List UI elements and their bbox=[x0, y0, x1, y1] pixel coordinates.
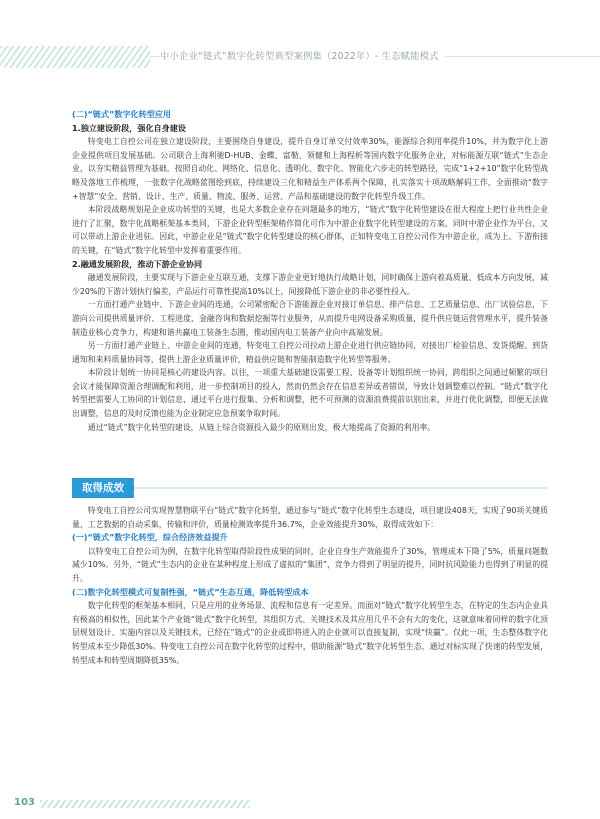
header-stripe-decoration bbox=[0, 46, 150, 68]
running-header bbox=[0, 46, 600, 68]
footer-stripe-decoration bbox=[40, 800, 250, 808]
section-application bbox=[72, 108, 548, 434]
results-subheading-2: (二)数字化转型模式可复制性强，“链式”生态互通，降低转型成本 bbox=[72, 586, 309, 597]
page-number: 103 bbox=[14, 797, 35, 808]
results-subheading-1: (一)“链式”数字化转型，综合经济效益提升 bbox=[72, 532, 228, 543]
paragraph: 以特变电工自控公司为例，在数字化转型取得阶段性成果的同时，企业自身生产效能提升了30%，管理成本下降了5%，质量问题数减少10%。另外，“链式”生态内的企业在某种程度上形成了虚拟的“集团”，竞争力得到了明显的提升，同时抗风险能力也得到了明显的提升。 bbox=[72, 546, 548, 583]
paragraph: 特变电工自控公司在独立建设阶段，主要围绕自身建设，提升自身订单交付效率30%，能源综合利用率提升10%，并为数字化上游企业提供项目发展基础。公司联合上海利驰D-HUB、金蝶、富勒、领健和上海程析等国内数字化服务企业，对标能源互联“链式”生态企业，以夯实精益管理为基础，按照自动化、网络化、信息化、透明化、数字化、智能化六步走的转型路径，完成“1+2+10”数字化转型战略及落地工作梳理，一张数字化战略蓝图绘到底，持续建设三化和精益生产体系两个保障，扎实落实十项战略解码工作，全面推动“数字+智慧”安全、营销、设计、生产、质量、物流、服务、运营、产品和基础建设的数字化转型升级工作。 bbox=[72, 137, 548, 201]
subheading-stage-2: 2.融通发展阶段，推动下游企业协同 bbox=[72, 258, 203, 269]
results-banner-label: 取得成效 bbox=[72, 478, 134, 498]
paragraph: 通过“链式”数字化转型的建设，从链上综合资源投入最少的原则出发，极大地提高了资源的利用率。 bbox=[87, 422, 436, 432]
paragraph: 数字化转型的框架基本相同，只是应用的业务场景、流程和信息有一定差异。而面对“链式”数字化转型生态，在特定的生态内企业具有极高的相似性，因此某个产业链“链式”数字化转型，其组织方式、关键技术及其应用几乎不会有大的变化，这就意味着同样的数字化顶层规划设计、实施内容以及关键技术，已经在“链式”的企业或即将进入的企业就可以直接复制，实现“快赢”。仅此一项，生态整体数字化转型成本至少降低30%。特变电工自控公司在数字化转型的过程中，借助能源“链式”数字化转型生态，通过对标实现了快速的转型发展，转型成本和转型周期降低35%。 bbox=[72, 601, 548, 665]
results-banner bbox=[72, 478, 548, 498]
banner-divider bbox=[134, 487, 548, 489]
paragraph: 融通发展阶段，主要实现与下游企业互联互通，支撑下游企业更好地执行战略计划，同时确保上游向着高质量、低成本方向发展，减少20%的下游计划执行偏差，产品运行可靠性提高10%以上，间接降低下游企业的非必要性投入。 bbox=[72, 273, 548, 296]
running-header-title: 中小企业“链式”数字化转型典型案例集（2022年）- 生态赋能模式 bbox=[160, 48, 445, 62]
paragraph: 另一方面打通产业链上、中游企业间的连通，特变电工自控公司拉动上游企业进行供应链协同，对接出厂检验信息、发货提醒、到货通知和来料质量协同等，提供上游企业质量评价，精益供应链和智能制造数字化转型等服务。 bbox=[72, 341, 548, 364]
section-results bbox=[72, 504, 548, 667]
paragraph: 一方面打通产业链中、下游企业间的连通，公司紧密配合下游能源企业对接订单信息、排产信息、工艺质量信息、出厂试验信息，下游向公司提供质量评价、工程进度、金融咨询和数据挖掘等行业服务，从而提升电网设备采购质量，提升供应链运营管理水平，提升装备制造业核心竞争力，构建和谐共赢电工装备生态圈，推动国内电工装备产业向中高端发展。 bbox=[72, 300, 548, 337]
subheading-stage-1: 1.独立建设阶段，强化自身建设 bbox=[72, 122, 186, 133]
paragraph: 本阶段战略规划是企业成功转型的关键，也是大多数企业存在问题最多的地方，“链式”数字化转型建设在很大程度上把行业共性企业进行了汇聚，数字化战略框架基本类同，下游企业转型框架稍作简化可作为中游企业数字化转型建设的方案，同时中游企业作为平台，又可以带动上游企业进驻。因此，中游企业是“链式”数字化转型建设的核心群体，正如特变电工自控公司作为中游企业，成为上、下游衔接的关键，在“链式”数字化转型中发挥着重要作用。 bbox=[72, 205, 548, 255]
paragraph: 特变电工自控公司实现智慧物联平台“链式”数字化转型，通过参与“链式”数字化转型生态建设，项目建设408天，实现了90项关键质量、工艺数据的自动采集，传输和评价，质量检测效率提升36.7%，企业效能提升30%，取得成效如下： bbox=[72, 506, 548, 529]
paragraph: 本阶段计划统一协同是核心的建设内容。以往，一项重大基础建设需要工程、设备等计划组织统一协同，跨组织之间通过频繁的项目会议才能保障资源合理调配和利用，进一步控制项目的投入，然而仍然会存在信息差异或者错误，导致计划调整难以控制。“链式”数字化转型把需要人工协同的计划信息，通过平台进行报集、分析和调整，把不可预测的资源浪费提前识别出来，并进行优化调整，即便无法做出调整，信息的及时反馈也能为企业制定应急预案争取时间。 bbox=[72, 368, 548, 419]
section-heading: (二)“链式”数字化转型应用 bbox=[72, 109, 171, 119]
